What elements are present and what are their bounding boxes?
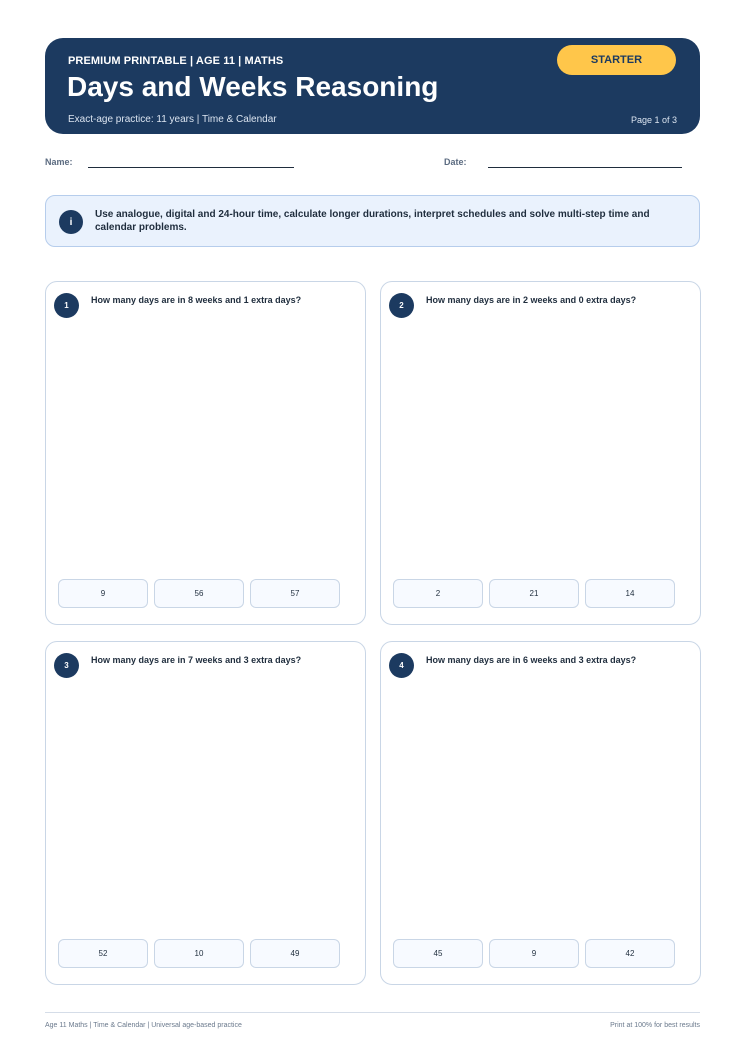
- question-text: How many days are in 6 weeks and 3 extra days?: [426, 655, 637, 665]
- instructions-box: [45, 195, 700, 247]
- worksheet-header: [45, 38, 700, 134]
- question-text: How many days are in 8 weeks and 1 extra days?: [91, 295, 302, 305]
- question-text: How many days are in 2 weeks and 0 extra days?: [426, 295, 637, 305]
- answer-choice[interactable]: 57: [250, 579, 340, 608]
- question-number: 3: [54, 653, 79, 678]
- answer-choices: [393, 939, 675, 968]
- answer-choices: [393, 579, 675, 608]
- header-kicker: PREMIUM PRINTABLE | AGE 11 | MATHS: [68, 55, 284, 67]
- date-label: Date:: [444, 157, 467, 167]
- answer-choice[interactable]: 9: [58, 579, 148, 608]
- footer-left-text: Age 11 Maths | Time & Calendar | Universal age-based practice: [45, 1022, 242, 1029]
- question-number: 4: [389, 653, 414, 678]
- name-field[interactable]: [88, 167, 294, 168]
- answer-choice[interactable]: 10: [154, 939, 244, 968]
- answer-choice[interactable]: 9: [489, 939, 579, 968]
- answer-choice[interactable]: 52: [58, 939, 148, 968]
- info-icon: i: [59, 210, 83, 234]
- answer-choices: [58, 579, 340, 608]
- footer-right-text: Print at 100% for best results: [610, 1022, 700, 1029]
- page-title: Days and Weeks Reasoning: [67, 71, 439, 102]
- instructions-text: Use analogue, digital and 24-hour time, calculate longer durations, interpret schedules and solve multi-step time and calendar problems.: [95, 209, 650, 233]
- page-indicator: Page 1 of 3: [630, 115, 677, 125]
- answer-choice[interactable]: 14: [585, 579, 675, 608]
- answer-choice[interactable]: 21: [489, 579, 579, 608]
- question-number: 2: [389, 293, 414, 318]
- question-number: 1: [54, 293, 79, 318]
- footer-divider: [45, 1012, 700, 1013]
- answer-choice[interactable]: 42: [585, 939, 675, 968]
- answer-choice[interactable]: 2: [393, 579, 483, 608]
- question-card-3: [45, 641, 366, 985]
- name-label: Name:: [45, 157, 73, 167]
- question-card-2: [380, 281, 701, 625]
- answer-choice[interactable]: 45: [393, 939, 483, 968]
- answer-choices: [58, 939, 340, 968]
- level-badge: STARTER: [557, 45, 676, 75]
- date-field[interactable]: [488, 167, 682, 168]
- header-subtitle: Exact-age practice: 11 years | Time & Calendar: [68, 114, 277, 125]
- answer-choice[interactable]: 49: [250, 939, 340, 968]
- question-card-4: [380, 641, 701, 985]
- question-text: How many days are in 7 weeks and 3 extra days?: [91, 655, 302, 665]
- question-card-1: [45, 281, 366, 625]
- answer-choice[interactable]: 56: [154, 579, 244, 608]
